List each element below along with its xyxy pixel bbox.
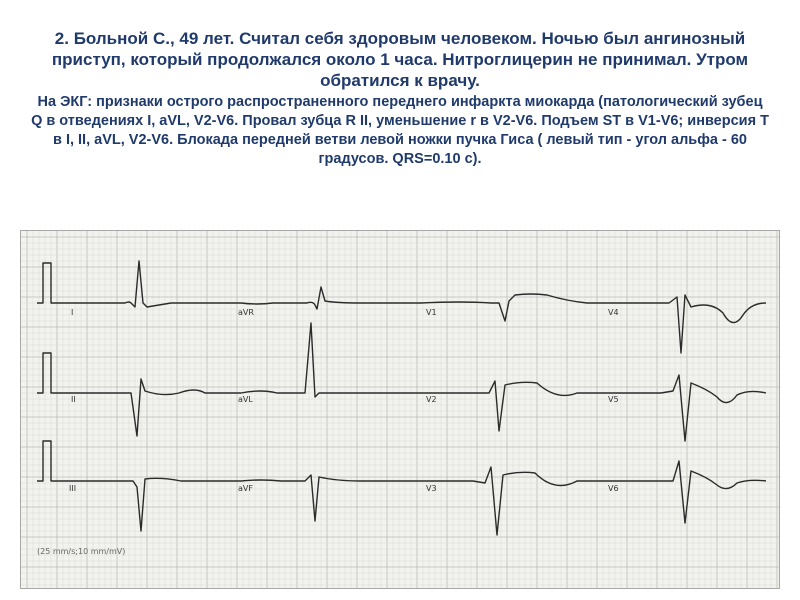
lead-label-I: I bbox=[71, 308, 74, 317]
lead-label-aVL: aVL bbox=[238, 395, 253, 404]
ecg-strip bbox=[20, 230, 780, 589]
case-history: 2. Больной С., 49 лет. Считал себя здоровым человеком. Ночью был ангинозный приступ, который продолжался около 1 часа. Нитроглицерин не принимал. Утром обратился к врачу. bbox=[51, 29, 749, 90]
lead-label-V1: V1 bbox=[426, 308, 437, 317]
case-description bbox=[30, 28, 770, 169]
ecg-chart bbox=[21, 231, 779, 588]
lead-label-V3: V3 bbox=[426, 484, 437, 493]
lead-label-aVF: aVF bbox=[238, 484, 253, 493]
lead-label-V4: V4 bbox=[608, 308, 619, 317]
ecg-findings: На ЭКГ: признаки острого распространенного переднего инфаркта миокарда (патологический зубец Q в отведениях I, aVL, V2-V6. Провал зубца R II, уменьшение r в V2-V6. Подъем ST в V1-V6; инверсия Т в I, II, aVL, V2-V6. Блокада передней ветви левой ножки пучка Гиса ( левый тип - угол альфа - 60 градусов. QRS=0.10 с). bbox=[31, 94, 769, 167]
ecg-grid bbox=[21, 231, 779, 588]
ecg-scale-note: (25 mm/s;10 mm/mV) bbox=[37, 547, 126, 556]
lead-label-V6: V6 bbox=[608, 484, 619, 493]
lead-label-aVR: aVR bbox=[238, 308, 254, 317]
lead-label-V5: V5 bbox=[608, 395, 619, 404]
lead-label-V2: V2 bbox=[426, 395, 437, 404]
lead-label-III: III bbox=[69, 484, 77, 493]
lead-label-II: II bbox=[71, 395, 76, 404]
